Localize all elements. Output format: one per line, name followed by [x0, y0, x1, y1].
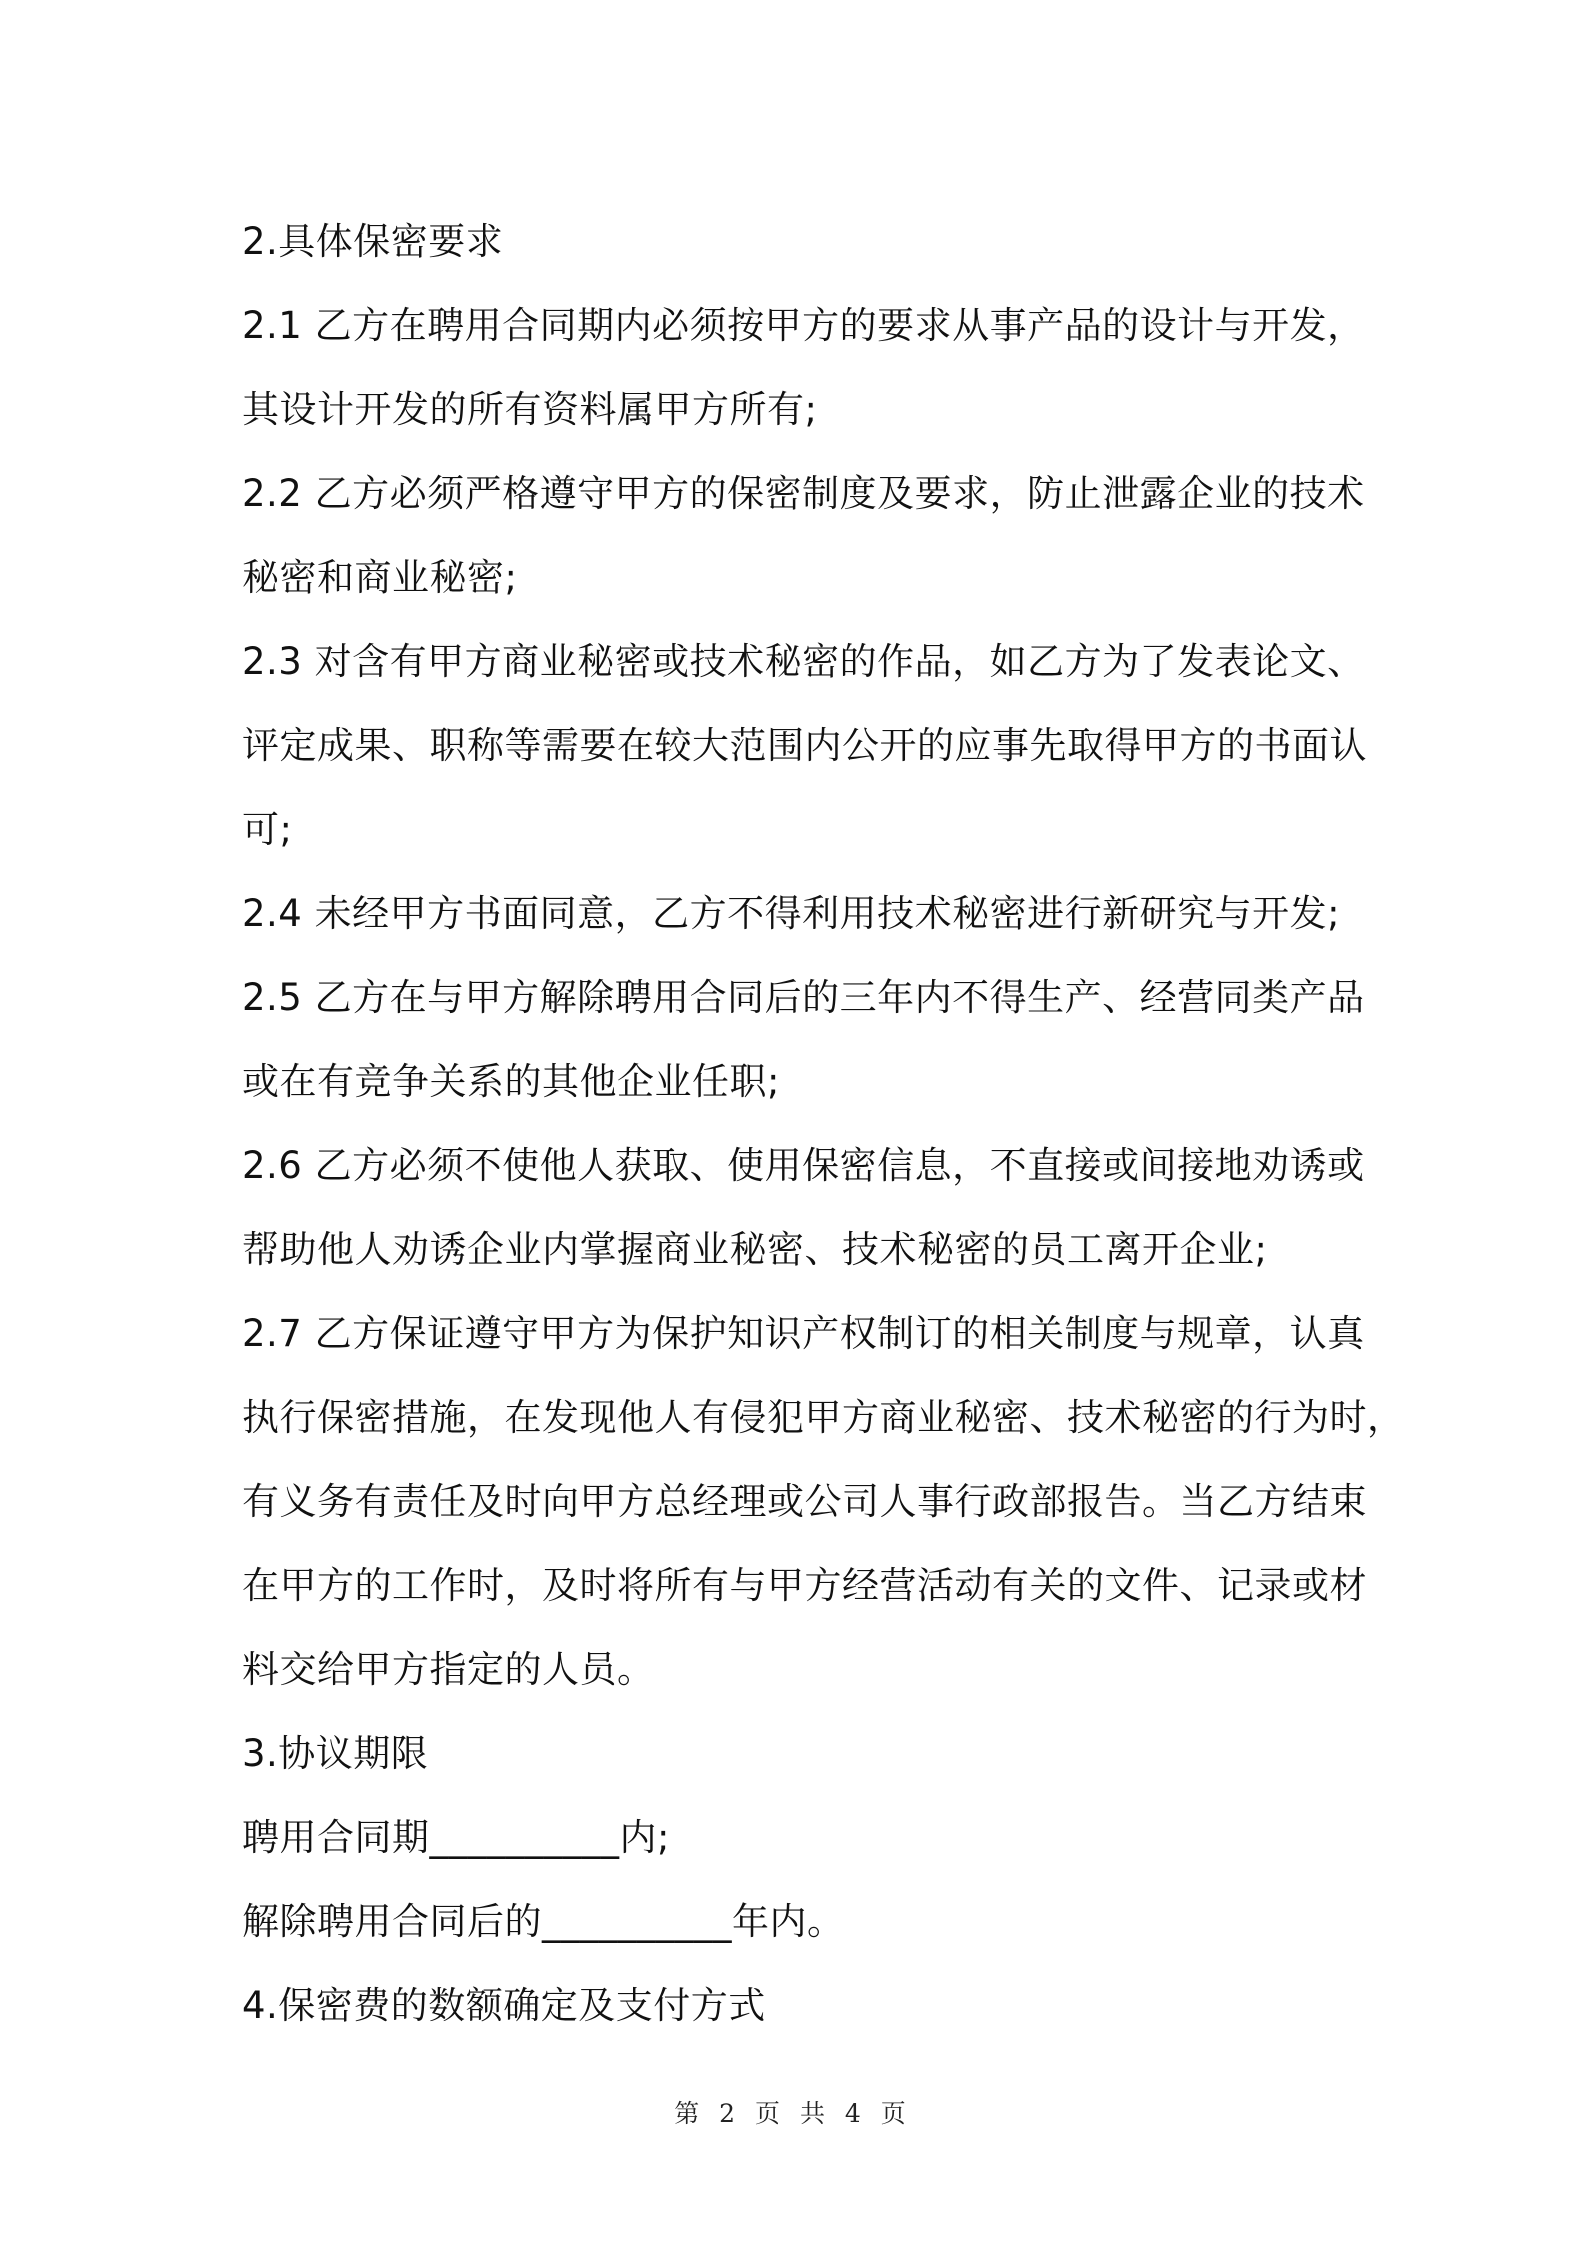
clause-2-7-line-5: 料交给甲方指定的人员。	[242, 1648, 655, 1691]
clause-2-5-line-2: 或在有竞争关系的其他企业任职;	[242, 1060, 780, 1103]
clause-2-7-line-4: 在甲方的工作时，及时将所有与甲方经营活动有关的文件、记录或材	[242, 1564, 1367, 1607]
clause-2-3-line-2: 评定成果、职称等需要在较大范围内公开的应事先取得甲方的书面认	[242, 724, 1367, 767]
clause-2-4-line-1: 2.4 未经甲方书面同意，乙方不得利用技术秘密进行新研究与开发;	[242, 892, 1341, 935]
section-heading-4: 4.保密费的数额确定及支付方式	[242, 1984, 766, 2027]
clause-2-7-line-2: 执行保密措施，在发现他人有侵犯甲方商业秘密、技术秘密的行为时，	[242, 1396, 1405, 1439]
page-number-footer: 第 2 页 共 4 页	[674, 2099, 912, 2128]
clause-2-7-line-1: 2.7 乙方保证遵守甲方为保护知识产权制订的相关制度与规章，认真	[242, 1312, 1365, 1355]
clause-2-6-line-1: 2.6 乙方必须不使他人获取、使用保密信息，不直接或间接地劝诱或	[242, 1144, 1365, 1187]
clause-2-1-line-1: 2.1 乙方在聘用合同期内必须按甲方的要求从事产品的设计与开发，	[242, 304, 1365, 347]
clause-2-3-line-3: 可;	[242, 808, 293, 851]
term-contract-period: 聘用合同期__________内;	[242, 1816, 670, 1859]
section-heading-3: 3.协议期限	[242, 1732, 429, 1775]
section-heading-2: 2.具体保密要求	[242, 220, 504, 263]
clause-2-3-line-1: 2.3 对含有甲方商业秘密或技术秘密的作品，如乙方为了发表论文、	[242, 640, 1365, 683]
clause-2-2-line-1: 2.2 乙方必须严格遵守甲方的保密制度及要求，防止泄露企业的技术	[242, 472, 1365, 515]
clause-2-6-line-2: 帮助他人劝诱企业内掌握商业秘密、技术秘密的员工离开企业;	[242, 1228, 1268, 1271]
clause-2-2-line-2: 秘密和商业秘密;	[242, 556, 518, 599]
clause-2-5-line-1: 2.5 乙方在与甲方解除聘用合同后的三年内不得生产、经营同类产品	[242, 976, 1365, 1019]
clause-2-1-line-2: 其设计开发的所有资料属甲方所有;	[242, 388, 818, 431]
document-body	[242, 200, 1405, 2048]
term-after-termination: 解除聘用合同后的__________年内。	[242, 1900, 845, 1943]
clause-2-7-line-3: 有义务有责任及时向甲方总经理或公司人事行政部报告。当乙方结束	[242, 1480, 1367, 1523]
